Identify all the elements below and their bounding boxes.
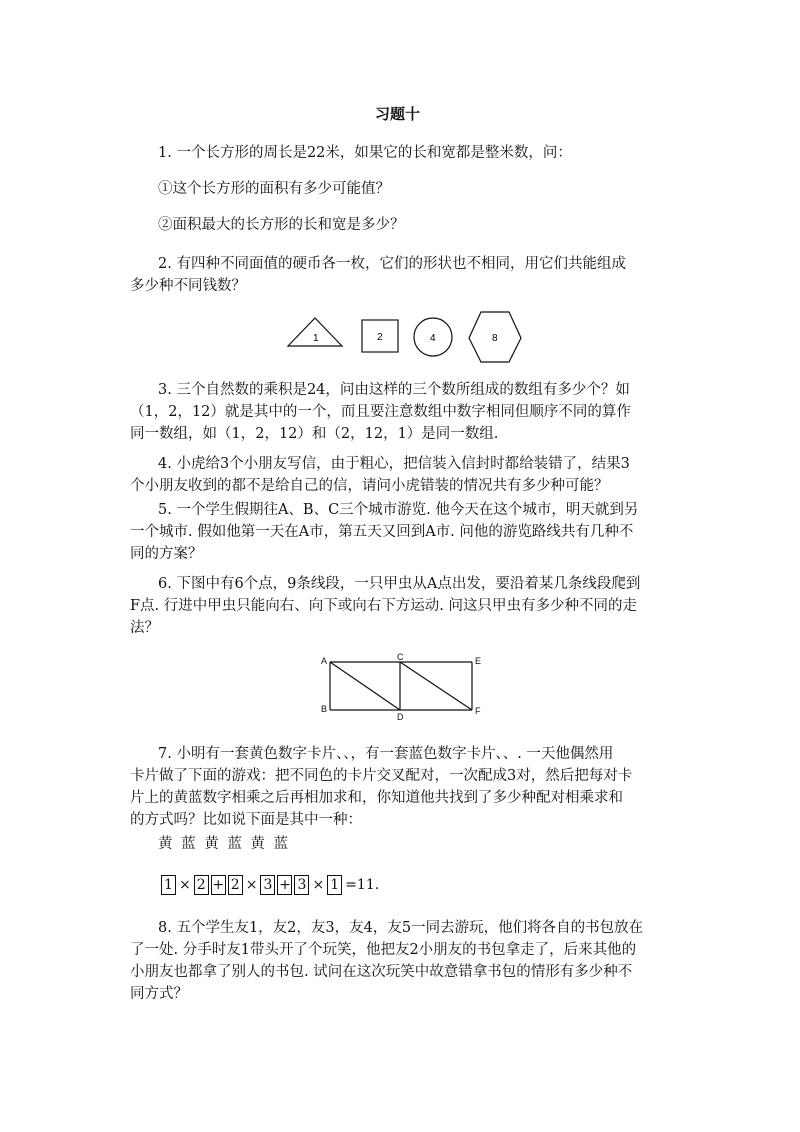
coin-label-1: 1 [313, 333, 319, 344]
times-sign: × [245, 877, 258, 893]
q1-sub2: ②面积最大的长方形的长和宽是多少？ [158, 217, 405, 233]
card-blue-2: 2 [194, 875, 209, 895]
q4-text-2: 个小朋友收到的都不是给自己的信，请问小虎错装的情况共有多少种可能？ [130, 478, 609, 494]
q5-text-1: 5. 一个学生假期往A、B、C三个城市游览. 他今天在这个城市，明天就到另 [158, 502, 639, 518]
q8-text-1: 8. 五个学生友1，友2，友3，友4，友5一同去游玩，他们将各自的书包放在 [158, 920, 644, 936]
coin-label-2: 2 [377, 332, 383, 343]
coin-figure [285, 308, 525, 364]
coin-label-8: 8 [492, 333, 498, 344]
q3-text-3: 同一数组，如（1，2，12）和（2，12，1）是同一数组. [130, 426, 499, 442]
point-label-A: A [321, 656, 328, 666]
coin-square [362, 320, 398, 352]
q7-text-4: 的方式吗？比如说下面是其中一种： [130, 812, 362, 828]
point-label-E: E [475, 656, 482, 666]
coin-triangle [288, 318, 342, 346]
q6-text-3: 法？ [130, 620, 159, 636]
card-yellow-2: 2 [228, 875, 243, 895]
q6-text-1: 6. 下图中有6个点，9条线段，一只甲虫从A点出发，要沿着某几条线段爬到 [158, 576, 641, 592]
times-sign: × [179, 877, 191, 893]
q8-text-2: 了一处. 分手时友1带头开了个玩笑，他把友2小朋友的书包拿走了，后来其他的 [130, 942, 637, 958]
segment-CF [400, 662, 472, 710]
q5-text-2: 一个城市. 假如他第一天在A市，第五天又回到A市. 问他的游览路线共有几种不 [130, 524, 634, 540]
card-blue-3: 3 [260, 875, 275, 895]
point-label-C: C [397, 652, 404, 662]
point-label-B: B [321, 704, 328, 714]
point-label-F: F [475, 706, 481, 716]
q2-text-1: 2. 有四种不同面值的硬币各一枚，它们的形状也不相同，用它们共能组成 [158, 256, 626, 272]
coin-circle [414, 318, 452, 356]
coin-hexagon [469, 312, 521, 362]
q3-text-2: （1，2，12）就是其中的一个，而且要注意数组中数字相同但顺序不同的算作 [130, 404, 631, 420]
q7-text-3: 片上的黄蓝数字相乘之后再相加求和，你知道他共找到了多少种配对相乘求和 [130, 790, 623, 806]
plus-sign-box: + [279, 877, 291, 893]
plus-sign-box: + [212, 877, 225, 893]
equation-result: =11. [345, 877, 380, 893]
q1-text: 1. 一个长方形的周长是22米，如果它的长和宽都是整米数，问： [158, 145, 572, 161]
q7-text-2: 卡片做了下面的游戏：把不同色的卡片交叉配对，一次配成3对，然后把每对卡 [130, 768, 633, 784]
path-figure [318, 652, 488, 722]
segment-AD [330, 662, 400, 710]
card-yellow-3: 3 [294, 875, 309, 895]
coin-label-4: 4 [430, 333, 436, 344]
q7-text-1: 7. 小明有一套黄色数字卡片、、，有一套蓝色数字卡片、、. 一天他偶然用 [158, 746, 614, 762]
times-sign: × [312, 877, 325, 893]
card-color-row: 黄 蓝 黄 蓝 黄 蓝 [158, 836, 291, 852]
q6-text-2: F点. 行进中甲虫只能向右、向下或向右下方运动. 问这只甲虫有多少种不同的走 [130, 598, 637, 614]
q2-text-2: 多少种不同钱数？ [130, 278, 246, 294]
q8-text-4: 同方式？ [130, 986, 188, 1002]
example-equation [160, 873, 381, 897]
page-title: 习题十 [375, 105, 421, 123]
card-blue-1: 1 [327, 875, 342, 895]
q8-text-3: 小朋友也都拿了别人的书包. 试问在这次玩笑中故意错拿书包的情形有多少种不 [130, 964, 633, 980]
q3-text-1: 3. 三个自然数的乘积是24，问由这样的三个数所组成的数组有多少个？如 [158, 382, 630, 398]
card-yellow-1: 1 [161, 875, 176, 895]
point-label-D: D [397, 712, 404, 722]
q5-text-3: 同的方案？ [130, 546, 203, 562]
q4-text-1: 4. 小虎给3个小朋友写信，由于粗心，把信装入信封时都给装错了，结果3 [158, 456, 630, 472]
q1-sub1: ①这个长方形的面积有多少可能值？ [158, 181, 390, 197]
